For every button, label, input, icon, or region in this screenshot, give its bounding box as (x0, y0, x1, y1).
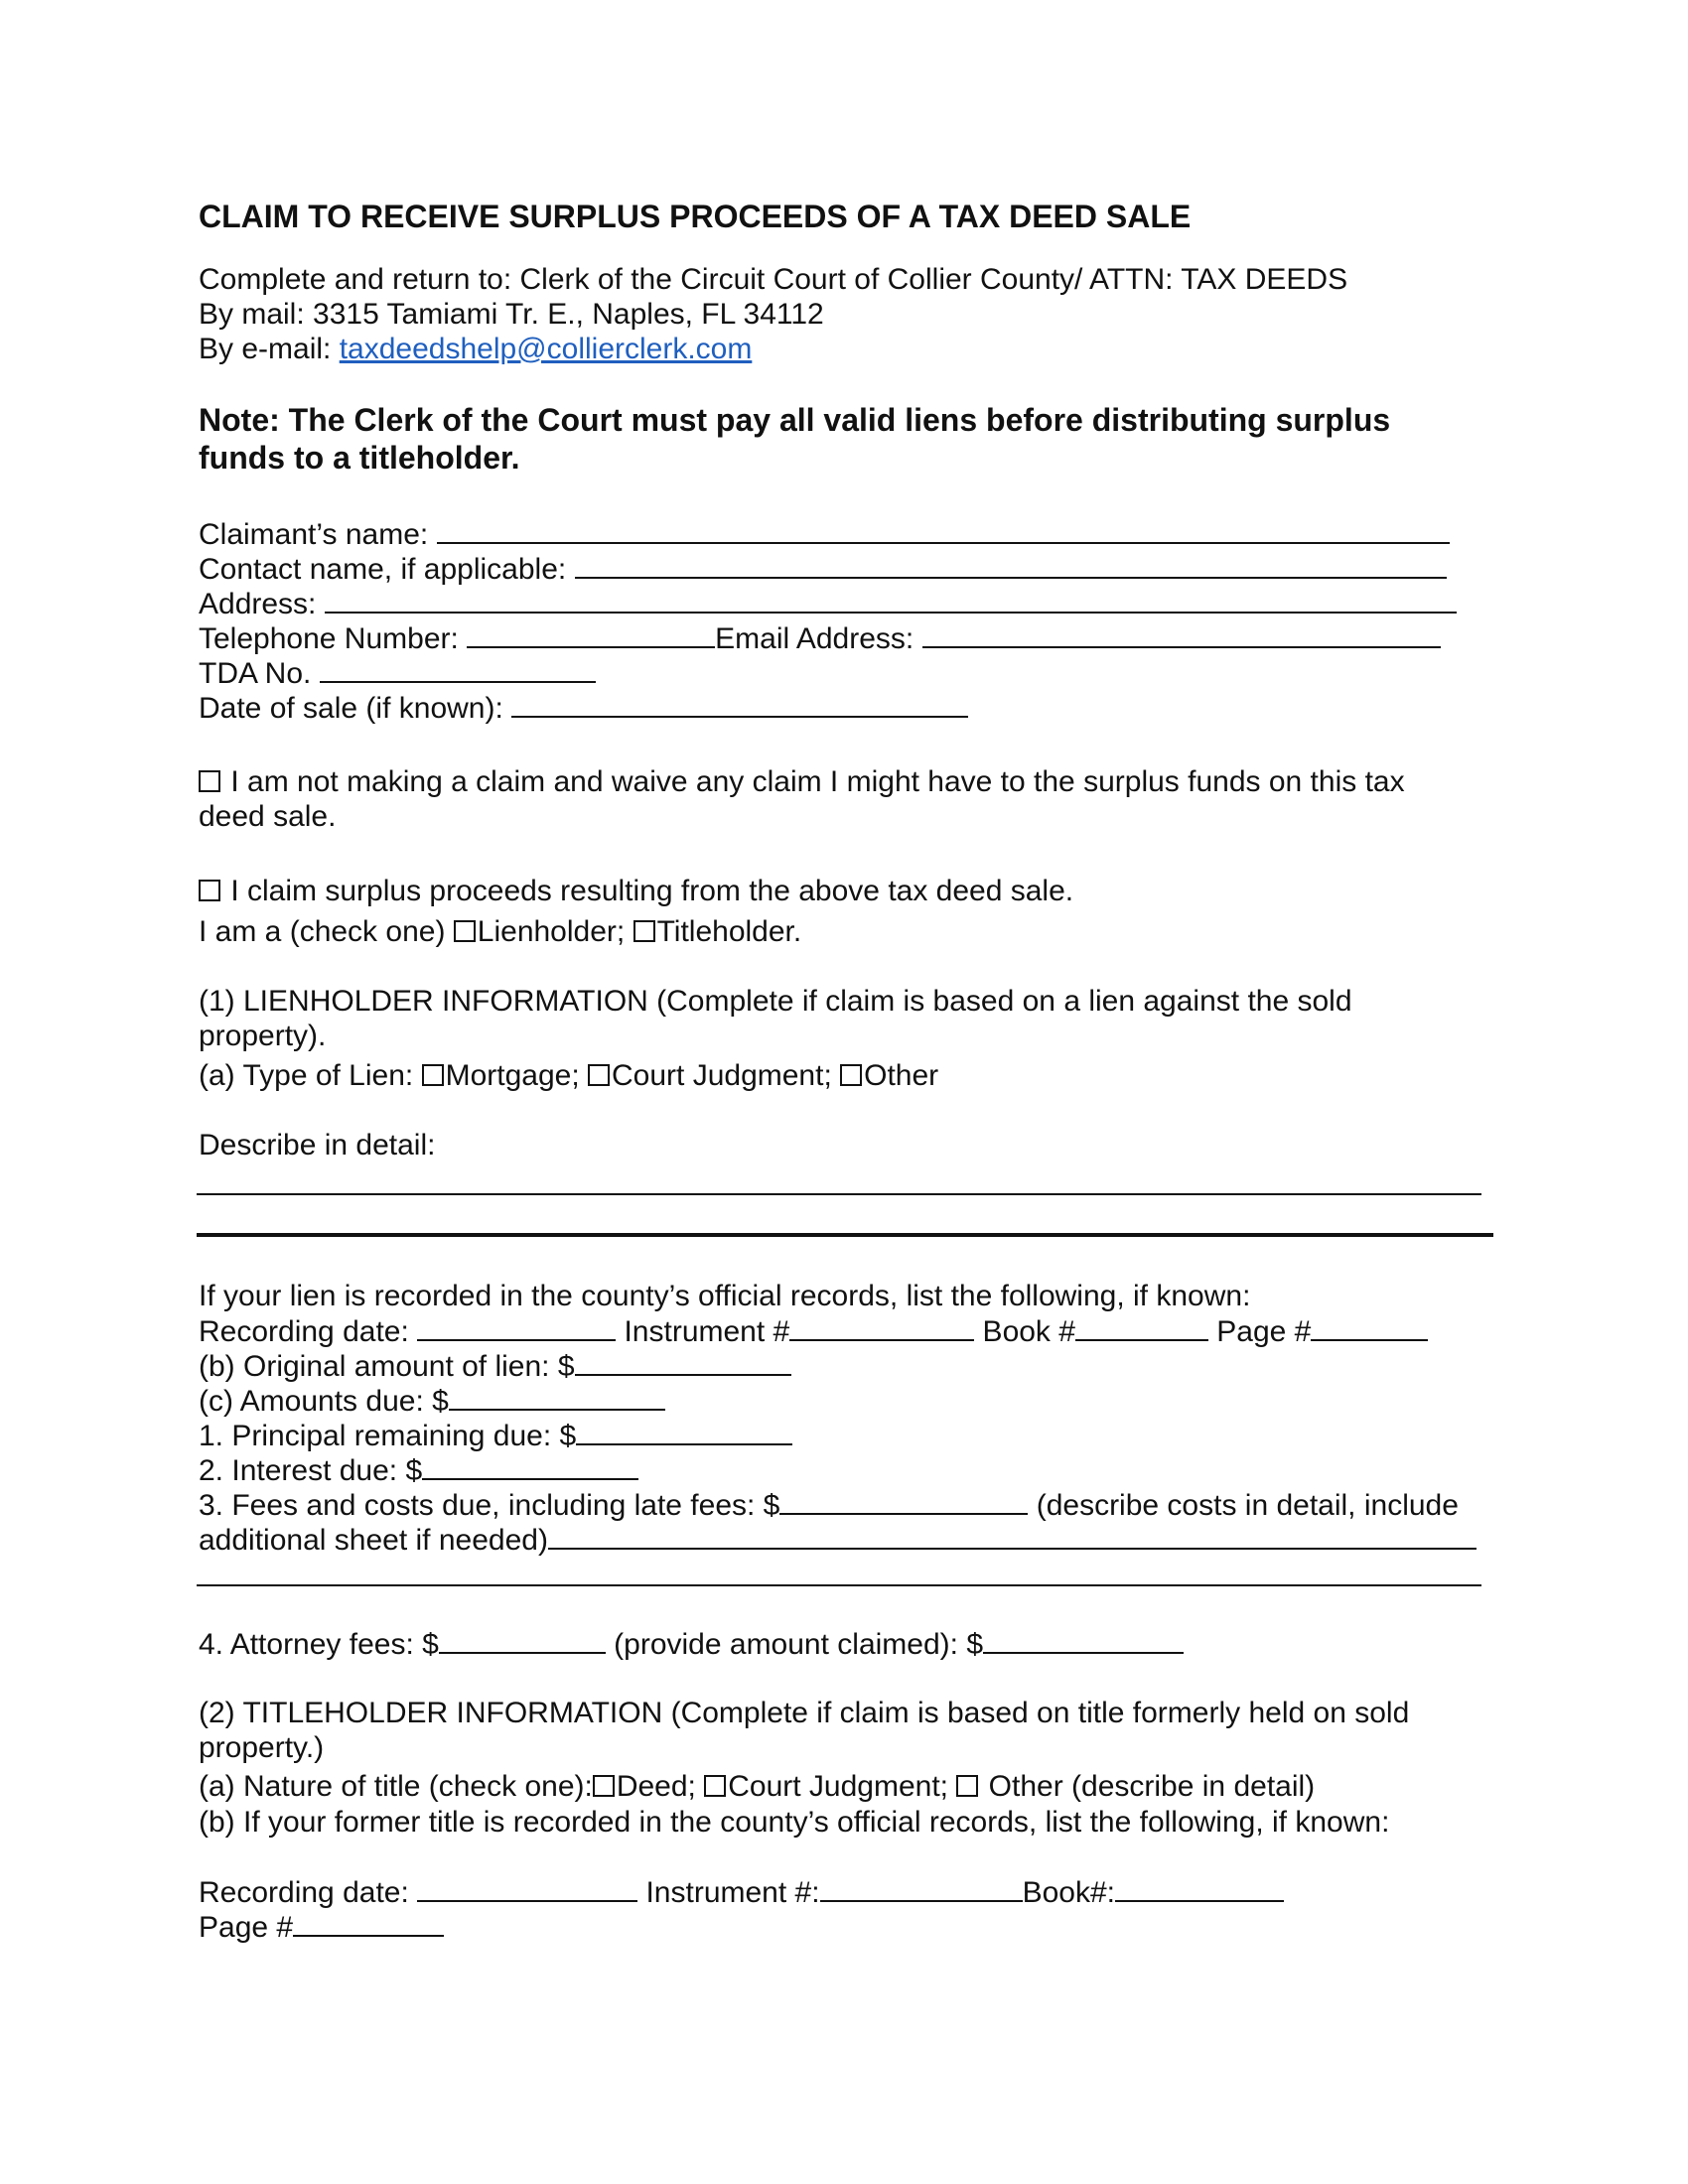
title-book-label: Book#: (1022, 1876, 1115, 1909)
claimant-type-row (199, 914, 801, 950)
claimant-type-prefix: I am a (check one) (199, 915, 454, 948)
date-of-sale-field[interactable] (511, 690, 968, 718)
note-line-1: Note: The Clerk of the Court must pay all valid liens before distributing surplus (199, 402, 1391, 438)
attorney-fees-field[interactable] (439, 1626, 606, 1654)
date-of-sale-row (199, 690, 968, 727)
email-address-field[interactable] (922, 620, 1441, 648)
lienholder-heading-2: property). (199, 1020, 327, 1052)
fees-label: 3. Fees and costs due, including late fees: $ (199, 1489, 780, 1522)
amounts-due-row (199, 1383, 665, 1420)
telephone-field[interactable] (467, 620, 715, 648)
principal-field[interactable] (576, 1418, 792, 1445)
lien-type-prefix: (a) Type of Lien: (199, 1059, 422, 1092)
waive-text-2: deed sale. (199, 800, 337, 833)
principal-row (199, 1418, 792, 1454)
note-line-2: funds to a titleholder. (199, 440, 520, 476)
titleholder-checkbox[interactable] (633, 920, 655, 942)
claimant-name-row (199, 516, 1450, 553)
email-line (199, 332, 752, 367)
title-recording-date-field[interactable] (417, 1874, 637, 1902)
provide-amount-label: (provide amount claimed): $ (605, 1628, 983, 1661)
email-label: By e-mail: (199, 333, 340, 365)
claimant-name-label: Claimant’s name: (199, 518, 429, 551)
title-page-row (199, 1909, 444, 1946)
claim-row (199, 874, 1073, 909)
address-field[interactable] (325, 586, 1457, 614)
lienholder-heading-1: (1) LIENHOLDER INFORMATION (Complete if claim is based on a lien against the sold (199, 985, 1352, 1018)
interest-label: 2. Interest due: $ (199, 1454, 423, 1487)
title-recording-row (199, 1874, 1284, 1911)
amounts-due-field[interactable] (449, 1383, 665, 1411)
describe-line-2[interactable] (197, 1233, 1493, 1237)
mail-address-line: By mail: 3315 Tamiami Tr. E., Naples, FL 34112 (199, 298, 824, 331)
other-checkbox[interactable] (840, 1064, 862, 1086)
lien-recording-date-field[interactable] (417, 1313, 616, 1341)
title-recorded-intro: (b) If your former title is recorded in the county’s official records, list the following, if known: (199, 1806, 1390, 1839)
title-page-label: Page # (199, 1911, 294, 1944)
waive-row (199, 764, 1405, 800)
lien-book-field[interactable] (1075, 1313, 1208, 1341)
title-book-field[interactable] (1115, 1874, 1284, 1902)
lien-page-label: Page # (1207, 1315, 1312, 1348)
title-instrument-label: Instrument #: (637, 1876, 820, 1909)
lien-instrument-field[interactable] (789, 1313, 974, 1341)
form-title: CLAIM TO RECEIVE SURPLUS PROCEEDS OF A TAX DEED SALE (199, 199, 1192, 234)
telephone-label: Telephone Number: (199, 622, 459, 655)
describe-label: Describe in detail: (199, 1129, 436, 1161)
nature-of-title-prefix: (a) Nature of title (check one): (199, 1770, 593, 1803)
interest-field[interactable] (422, 1452, 638, 1480)
attorney-fees-label: 4. Attorney fees: $ (199, 1628, 439, 1661)
waive-text-1: I am not making a claim and waive any claim I might have to the surplus funds on this tax (230, 765, 1405, 798)
title-other-label: Other (describe in detail) (980, 1770, 1316, 1803)
deed-label: Deed; (616, 1770, 705, 1803)
other-label: Other (864, 1059, 939, 1092)
title-court-judgment-checkbox[interactable] (704, 1775, 726, 1797)
lien-instrument-label: Instrument # (616, 1315, 790, 1348)
contact-name-row (199, 551, 1447, 588)
fees-describe-label: (describe costs in detail, include (1028, 1489, 1459, 1522)
additional-sheet-label: additional sheet if needed) (199, 1524, 548, 1557)
fees-row (199, 1487, 1459, 1524)
lien-type-row (199, 1058, 938, 1094)
court-judgment-checkbox[interactable] (588, 1064, 610, 1086)
fees-detail-line[interactable] (197, 1584, 1481, 1586)
email-link[interactable]: taxdeedshelp@collierclerk.com (339, 333, 753, 365)
address-row (199, 586, 1457, 622)
lien-page-field[interactable] (1311, 1313, 1428, 1341)
additional-sheet-field[interactable] (548, 1522, 1477, 1550)
titleholder-heading-1: (2) TITLEHOLDER INFORMATION (Complete if claim is based on title formerly held on sold (199, 1697, 1410, 1729)
contact-name-field[interactable] (575, 551, 1447, 579)
court-judgment-label: Court Judgment; (612, 1059, 841, 1092)
claim-checkbox[interactable] (199, 880, 220, 901)
telephone-email-row (199, 620, 1441, 657)
original-amount-field[interactable] (575, 1348, 791, 1376)
tda-row (199, 655, 596, 692)
lienholder-checkbox[interactable] (454, 920, 476, 942)
amounts-due-label: (c) Amounts due: $ (199, 1385, 449, 1418)
tda-field[interactable] (320, 655, 596, 683)
claimant-name-field[interactable] (437, 516, 1450, 544)
lienholder-label: Lienholder; (477, 915, 633, 948)
original-amount-label: (b) Original amount of lien: $ (199, 1350, 575, 1383)
lien-recorded-intro: If your lien is recorded in the county’s official records, list the following, if known: (199, 1280, 1251, 1312)
mortgage-label: Mortgage; (445, 1059, 588, 1092)
date-of-sale-label: Date of sale (if known): (199, 692, 503, 725)
title-recording-date-label: Recording date: (199, 1876, 418, 1909)
title-page-field[interactable] (293, 1909, 444, 1937)
return-to-line: Complete and return to: Clerk of the Circuit Court of Collier County/ ATTN: TAX DEEDS (199, 263, 1348, 296)
tda-label: TDA No. (199, 657, 312, 690)
lien-recording-row (199, 1313, 1428, 1350)
lien-book-label: Book # (974, 1315, 1075, 1348)
describe-line-1[interactable] (197, 1193, 1481, 1195)
waive-checkbox[interactable] (199, 770, 220, 792)
interest-row (199, 1452, 638, 1489)
titleholder-label: Titleholder. (656, 915, 802, 948)
title-other-checkbox[interactable] (956, 1775, 978, 1797)
contact-name-label: Contact name, if applicable: (199, 553, 567, 586)
email-address-label: Email Address: (715, 622, 914, 655)
fees-field[interactable] (779, 1487, 1028, 1515)
title-court-judgment-label: Court Judgment; (728, 1770, 957, 1803)
nature-of-title-row (199, 1769, 1315, 1805)
claim-text: I claim surplus proceeds resulting from the above tax deed sale. (230, 875, 1074, 907)
address-label: Address: (199, 588, 317, 620)
title-instrument-field[interactable] (820, 1874, 1023, 1902)
mortgage-checkbox[interactable] (422, 1064, 444, 1086)
original-amount-row (199, 1348, 791, 1385)
provide-amount-field[interactable] (983, 1626, 1184, 1654)
titleholder-heading-2: property.) (199, 1731, 325, 1764)
lien-recording-date-label: Recording date: (199, 1315, 418, 1348)
principal-label: 1. Principal remaining due: $ (199, 1420, 577, 1452)
additional-sheet-row (199, 1522, 1477, 1559)
attorney-fees-row (199, 1626, 1184, 1663)
deed-checkbox[interactable] (593, 1775, 615, 1797)
